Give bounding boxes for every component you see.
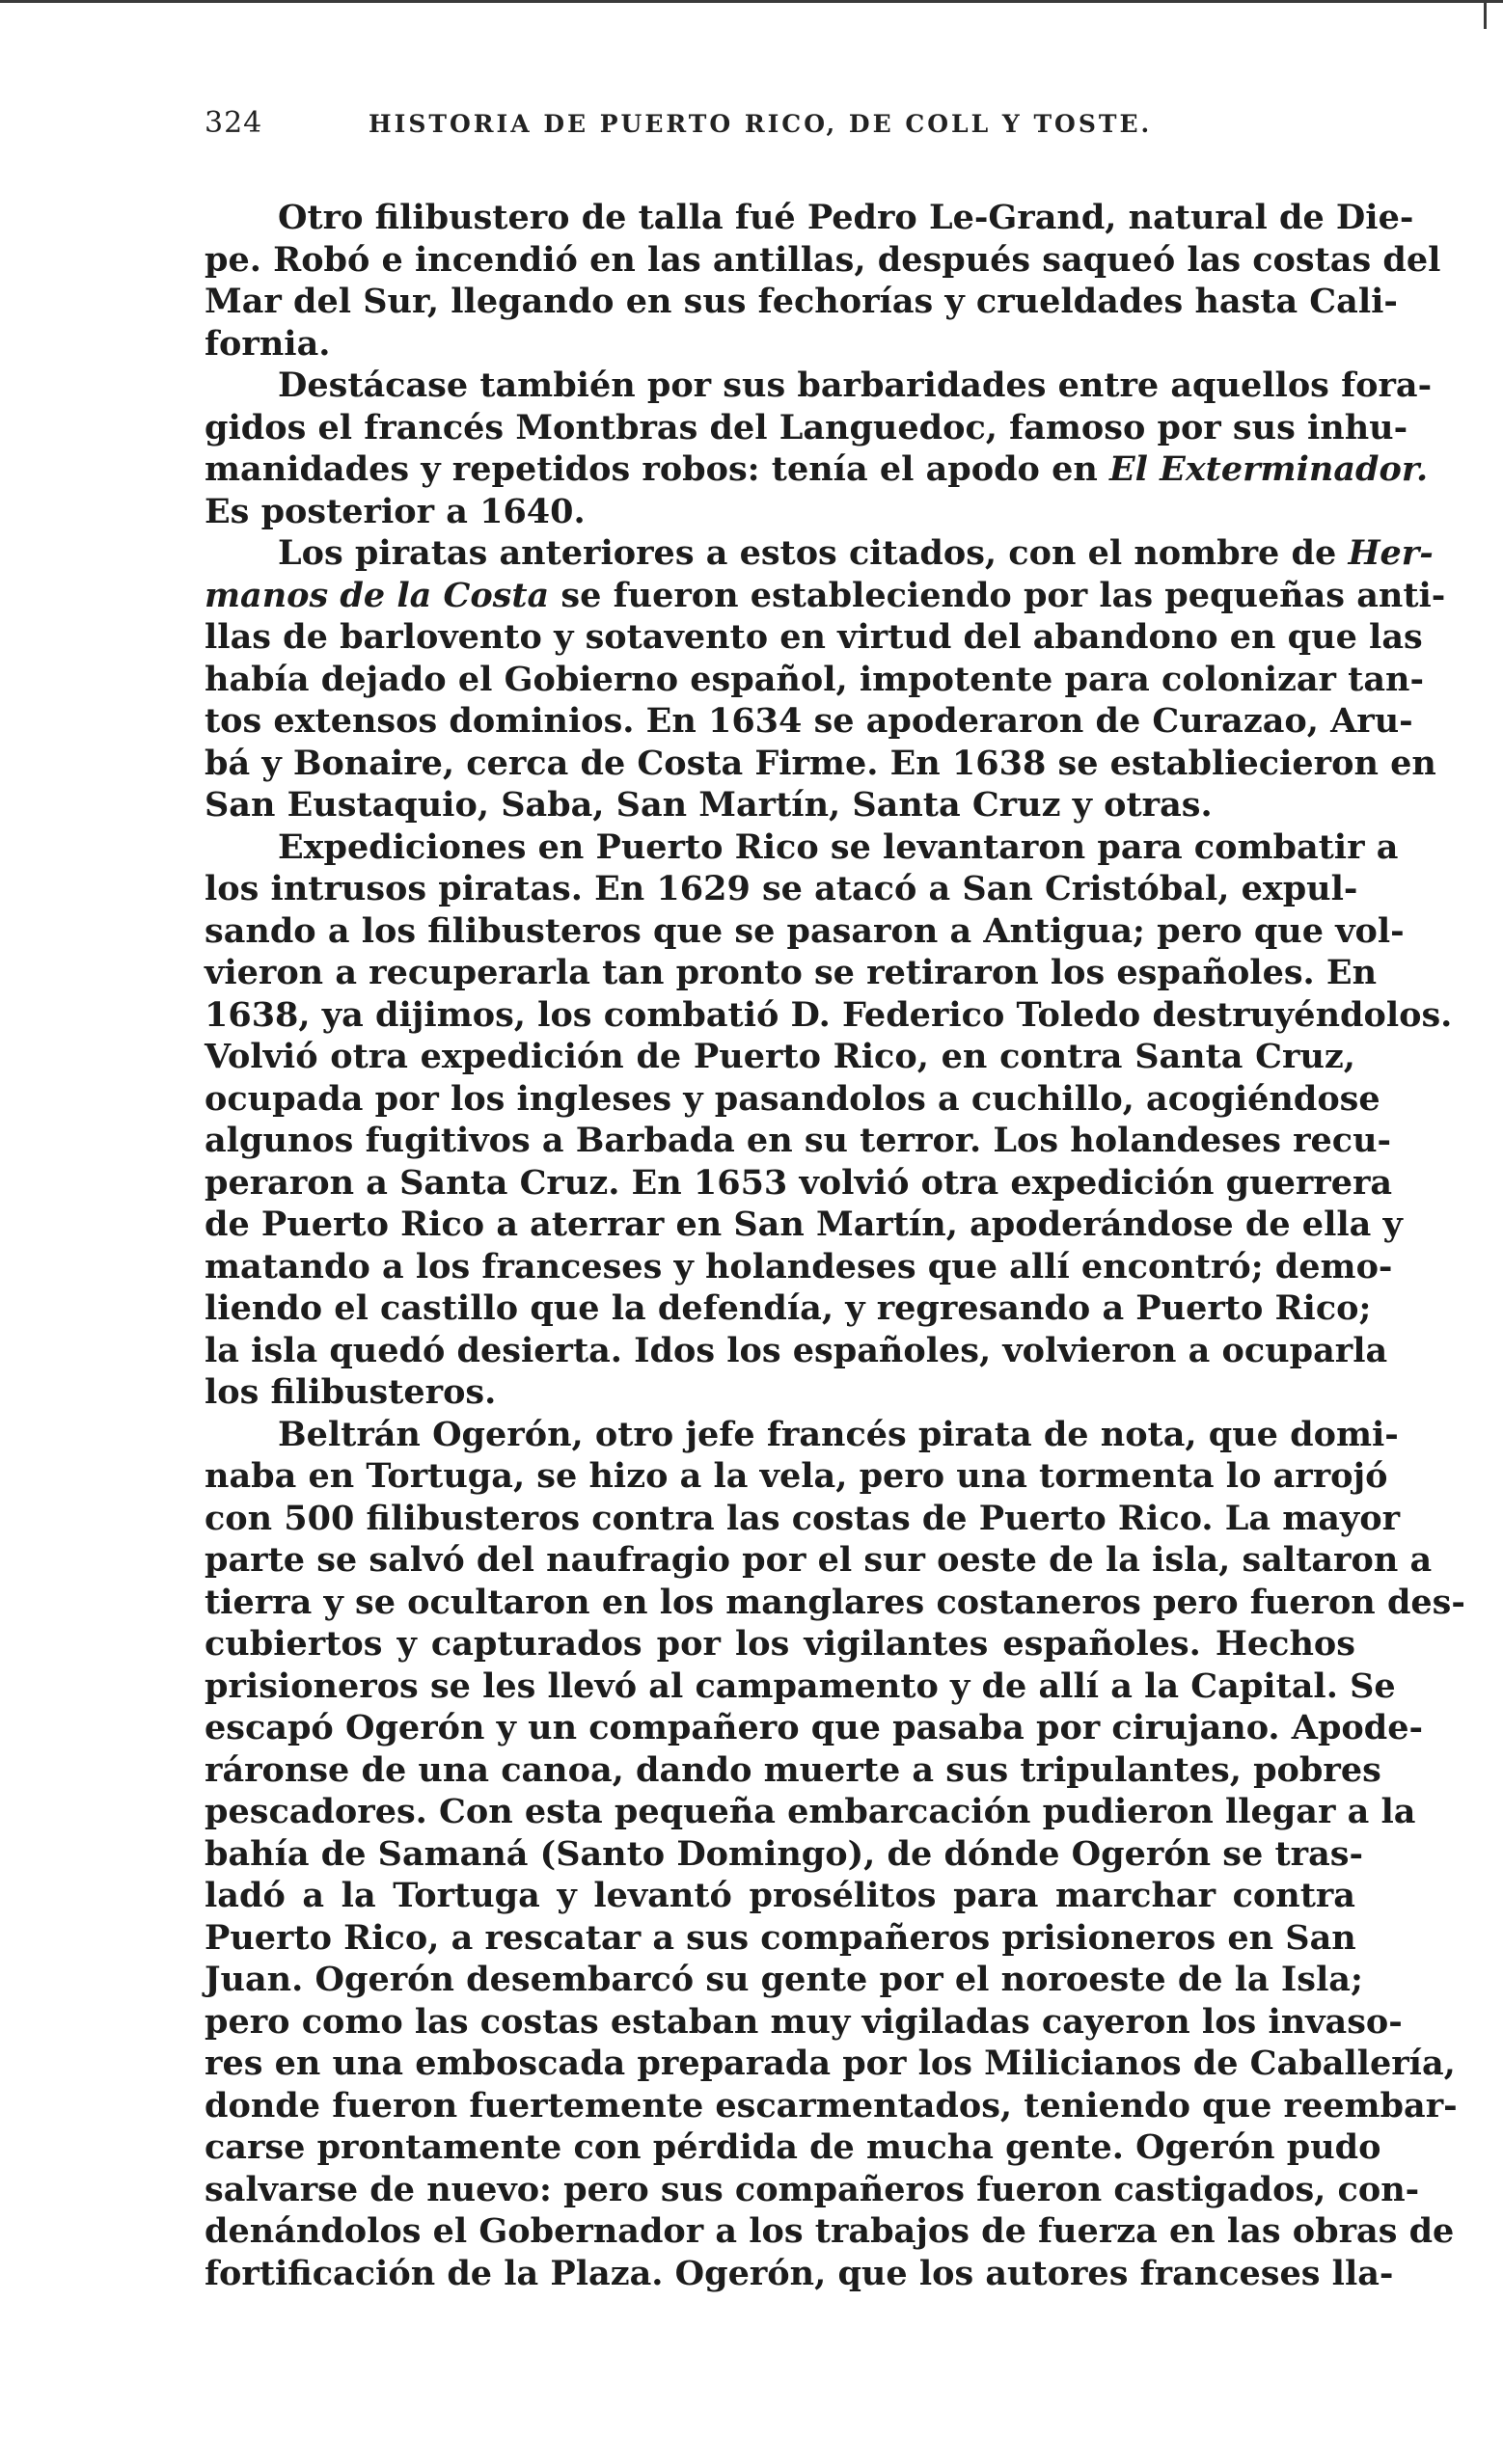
text-line: Es posterior a 1640. [205, 491, 586, 531]
italic-phrase: Her- [1348, 533, 1434, 573]
text-line: salvarse de nuevo: pero sus compañeros fueron castigados, con- [205, 2169, 1420, 2209]
paragraph-2 [205, 365, 1433, 532]
text-line: Volvió otra expedición de Puerto Rico, en contra Santa Cruz, [205, 1037, 1355, 1076]
running-title: HISTORIA DE PUERTO RICO, DE COLL Y TOSTE. [369, 110, 1153, 138]
text-run: manidades y repetidos robos: tenía el apodo en [205, 449, 1109, 489]
text-line: de Puerto Rico a aterrar en San Martín, apoderándose de ella y [205, 1205, 1403, 1244]
text-line: los intrusos piratas. En 1629 se atacó a San Cristóbal, expul- [205, 869, 1358, 908]
text-line: res en una emboscada preparada por los Milicianos de Caballería, [205, 2044, 1456, 2083]
text-line: había dejado el Gobierno español, impotente para colonizar tan- [205, 659, 1424, 699]
italic-phrase: manos de la Costa [205, 575, 550, 615]
text-line: ocupada por los ingleses y pasandolos a cuchillo, acogiéndose [205, 1078, 1380, 1119]
text-line: Destácase también por sus barbaridades entre aquellos fora- [278, 366, 1433, 405]
text-line: llas de barlovento y sotavento en virtud del abandono en que las [205, 617, 1423, 657]
text-line: pescadores. Con esta pequeña embarcación pudieron llegar a la [205, 1792, 1416, 1831]
text-line: bahía de Samaná (Santo Domingo), de dónde Ogerón se tras- [205, 1833, 1363, 1874]
text-line: los filibusteros. [205, 1372, 497, 1412]
text-line: fortificación de la Plaza. Ogerón, que los autores franceses lla- [205, 2253, 1394, 2293]
text-line: matando a los franceses y holandeses que allí encontró; demo- [205, 1246, 1393, 1286]
text-line: liendo el castillo que la defendía, y regresando a Puerto Rico; [205, 1288, 1372, 1328]
text-line: Mar del Sur, llegando en sus fechorías y crueldades hasta Cali- [205, 282, 1398, 321]
text-line: algunos fugitivos a Barbada en su terror. Los holandeses recu- [205, 1121, 1392, 1160]
page-number: 324 [205, 106, 263, 140]
text-line-with-italic [205, 532, 1434, 575]
text-line: sando a los filibusteros que se pasaron a Antigua; pero que vol- [205, 910, 1405, 951]
text-line: escapó Ogerón y un compañero que pasaba por cirujano. Apode- [205, 1708, 1424, 1747]
paragraph-4 [205, 826, 1453, 1414]
text-line: vieron a recuperarla tan pronto se retiraron los españoles. En [205, 953, 1378, 992]
text-line: Expediciones en Puerto Rico se levantaron para combatir a [278, 826, 1399, 867]
text-line: con 500 filibusteros contra las costas de Puerto Rico. La mayor [205, 1498, 1401, 1538]
text-line: peraron a Santa Cruz. En 1653 volvió otra expedición guerrera [205, 1162, 1393, 1203]
text-line: la isla quedó desierta. Idos los españoles, volvieron a ocuparla [205, 1330, 1388, 1370]
top-scan-rule [0, 0, 1503, 3]
text-line: tos extensos dominios. En 1634 se apoderaron de Curazao, Aru- [205, 701, 1413, 741]
text-line: Juan. Ogerón desembarcó su gente por el noroeste de la Isla; [205, 1960, 1363, 1999]
text-line: bá y Bonaire, cerca de Costa Firme. En 1638 se establiecieron en [205, 743, 1436, 783]
text-line: pero como las costas estaban muy vigiladas cayeron los invaso- [205, 2001, 1403, 2042]
running-head [205, 96, 1355, 154]
text-run: Los piratas anteriores a estos citados, con el nombre de [278, 533, 1349, 573]
text-line: naba en Tortuga, se hizo a la vela, pero una tormenta lo arrojó [205, 1456, 1388, 1496]
text-line: pe. Robó e incendió en las antillas, después saqueó las costas del [205, 239, 1441, 280]
paragraph-1 [205, 197, 1441, 365]
text-line: denándolos el Gobernador a los trabajos de fuerza en las obras de [205, 2211, 1455, 2251]
text-line: prisioneros se les llevó al campamento y de allí a la Capital. Se [205, 1665, 1396, 1706]
text-line: 1638, ya dijimos, los combatió D. Federico Toledo destruyéndolos. [205, 994, 1453, 1035]
text-line: Otro filibustero de talla fué Pedro Le-Grand, natural de Die- [278, 198, 1414, 237]
text-line: San Eustaquio, Saba, San Martín, Santa Cruz y otras. [205, 785, 1213, 825]
italic-phrase: El Exterminador. [1108, 449, 1429, 489]
text-line: parte se salvó del naufragio por el sur oeste de la isla, saltaron a [205, 1540, 1433, 1580]
text-line-with-italic [205, 575, 1446, 617]
text-line: Puerto Rico, a rescatar a sus compañeros prisioneros en San [205, 1917, 1356, 1958]
text-line: Beltrán Ogerón, otro jefe francés pirata de nota, que domi- [278, 1414, 1399, 1454]
paragraph-3 [205, 532, 1446, 826]
text-line: carse prontamente con pérdida de mucha gente. Ogerón pudo [205, 2127, 1381, 2167]
body-text [205, 197, 1465, 2294]
text-line: gidos el francés Montbras del Languedoc, famoso por sus inhu- [205, 407, 1408, 447]
side-scan-rule [1484, 0, 1487, 29]
text-line: donde fueron fuertemente escarmentados, teniendo que reembar- [205, 2085, 1458, 2126]
text-line: fornia. [205, 323, 331, 364]
text-line: ladó a la Tortuga y levantó prosélitos para marchar contra [205, 1876, 1355, 1915]
text-line: tierra y se ocultaron en los manglares costaneros pero fueron des- [205, 1582, 1465, 1622]
text-line: cubiertos y capturados por los vigilantes españoles. Hechos [205, 1624, 1355, 1664]
paragraph-5 [205, 1414, 1465, 2295]
book-page [205, 96, 1465, 2411]
text-line: ráronse de una canoa, dando muerte a sus tripulantes, pobres [205, 1749, 1381, 1790]
text-run: se fueron estableciendo por las pequeñas anti- [549, 575, 1446, 615]
text-line-with-italic [205, 448, 1429, 491]
